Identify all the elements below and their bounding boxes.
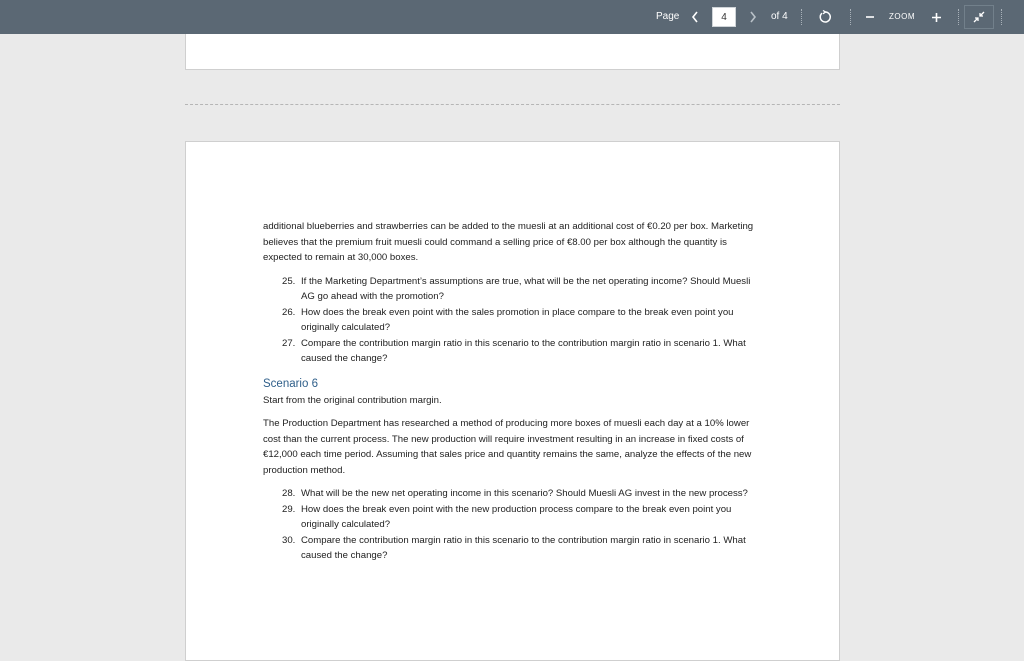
toolbar-divider <box>1001 9 1002 25</box>
question-text: If the Marketing Department’s assumptions are true, what will be the net operating income? Should Muesli AG go ahead with the promotion? <box>301 275 751 302</box>
minus-icon <box>865 12 875 22</box>
toolbar-divider <box>850 9 851 25</box>
zoom-in-button[interactable] <box>929 7 943 27</box>
page-break-line <box>185 104 840 105</box>
question-number: 26. <box>282 306 296 318</box>
page-label: Page <box>656 11 680 22</box>
question-number: 25. <box>282 275 296 287</box>
zoom-label: ZOOM <box>889 12 915 21</box>
collapse-icon <box>972 10 986 24</box>
page-count: of 4 <box>771 11 788 22</box>
question-item <box>263 305 763 336</box>
rotate-icon <box>818 10 832 24</box>
scenario-heading: Scenario 6 <box>263 377 318 390</box>
plus-icon <box>931 12 942 23</box>
question-list-a <box>263 274 763 367</box>
question-item <box>263 502 763 533</box>
toolbar-divider <box>958 9 959 25</box>
chevron-right-icon <box>749 11 757 23</box>
question-item <box>263 533 763 564</box>
question-text: How does the break even point with the sales promotion in place compare to the break even point you originally calculated? <box>301 306 734 333</box>
chevron-left-icon <box>691 11 699 23</box>
viewer-toolbar <box>0 0 1024 34</box>
question-text: Compare the contribution margin ratio in this scenario to the contribution margin ratio in scenario 1. What caused the change? <box>301 337 746 364</box>
rotate-button[interactable] <box>816 7 834 27</box>
zoom-out-button[interactable] <box>863 7 877 27</box>
question-number: 27. <box>282 337 296 349</box>
exit-fullscreen-button[interactable] <box>964 5 994 29</box>
scenario-body: The Production Department has researched a method of producing more boxes of muesli each day at a 10% lower cost than the current process. The new production will require investment resulting in an increase in fixed costs of €12,000 each time period. Assuming that sales price and quantity remains the same, analyze the effects of the new production method. <box>263 418 752 476</box>
page-content <box>263 219 763 573</box>
intro-paragraph: additional blueberries and strawberries can be added to the muesli at an additional cost of €0.20 per box. Marketing believes that the premium fruit muesli could command a selling price of €8.00 per box although the quantity is expected to remain at 30,000 boxes. <box>263 221 754 263</box>
question-number: 29. <box>282 503 296 515</box>
question-text: Compare the contribution margin ratio in this scenario to the contribution margin ratio in scenario 1. What caused the change? <box>301 534 746 561</box>
question-number: 30. <box>282 534 296 546</box>
toolbar-divider <box>801 9 802 25</box>
prev-page-button[interactable] <box>688 7 702 27</box>
question-item <box>263 274 763 305</box>
question-item <box>263 486 763 502</box>
page-number-input[interactable] <box>712 7 736 27</box>
question-list-b <box>263 486 763 564</box>
previous-page <box>185 34 840 70</box>
question-item <box>263 336 763 367</box>
scenario-start: Start from the original contribution margin. <box>263 394 442 406</box>
next-page-button[interactable] <box>746 7 760 27</box>
question-text: What will be the new net operating income in this scenario? Should Muesli AG invest in the new process? <box>301 488 748 499</box>
question-text: How does the break even point with the new production process compare to the break even point you originally calculated? <box>301 503 732 530</box>
question-number: 28. <box>282 488 296 499</box>
